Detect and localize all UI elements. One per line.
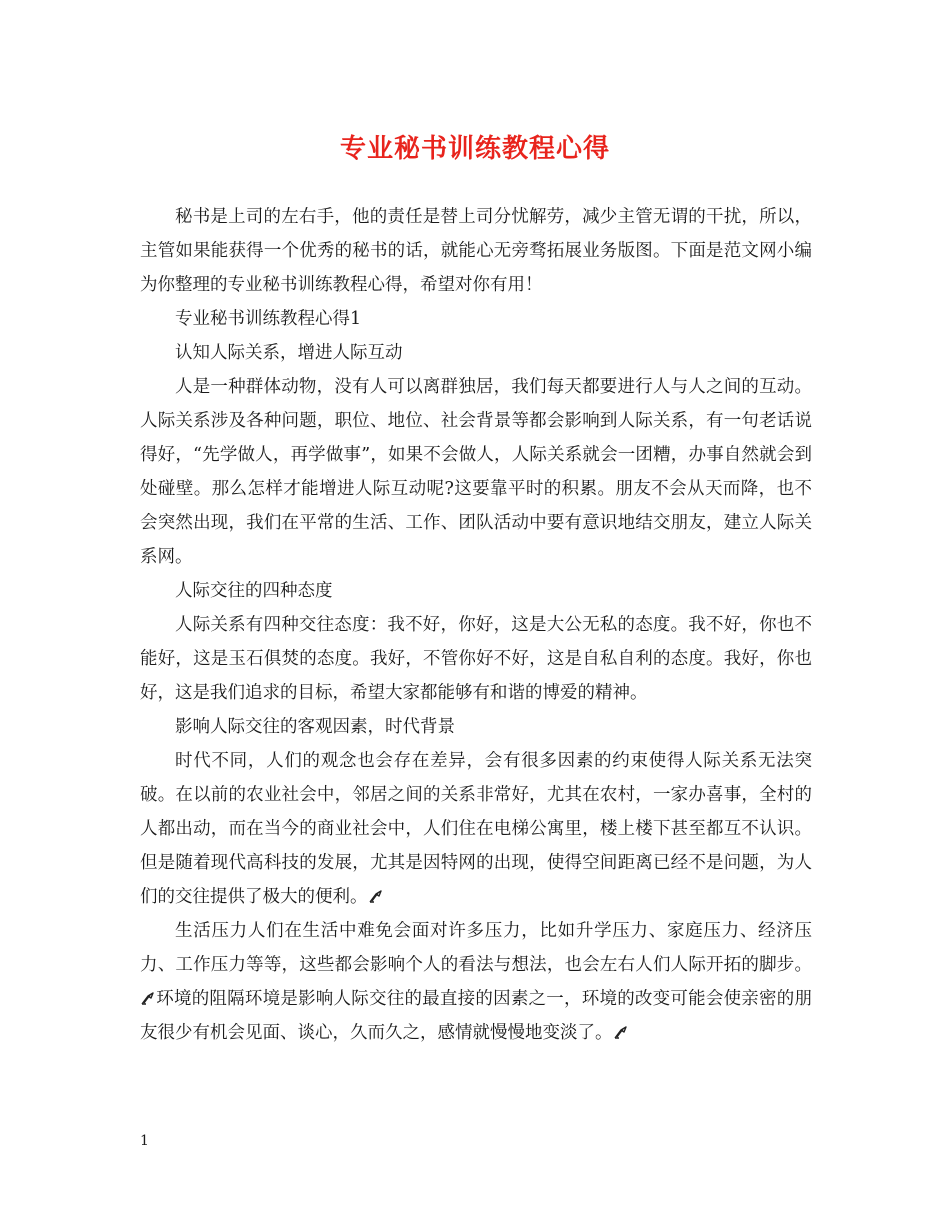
document-title: 专业秘书训练教程心得 bbox=[339, 134, 610, 164]
section-heading-1: 专业秘书训练教程心得1 bbox=[175, 309, 362, 329]
page-number: 1 bbox=[140, 1133, 149, 1149]
paragraph-break-icon bbox=[613, 1025, 629, 1039]
paragraph-intro: 秘书是上司的左右手，他的责任是替上司分忧解劳，减少主管无谓的干扰，所以，主管如果能获得一个优秀的秘书的话，就能心无旁骛拓展业务版图。下面是范文网小编为你整理的专业秘书训练教程心得，希望对你有用！ bbox=[140, 207, 812, 295]
paragraph-pressure-text: 生活压力人们在生活中难免会面对许多压力，比如升学压力、家庭压力、经济压力、工作压力等等，这些都会影响个人的看法与想法，也会左右人们人际开拓的脚步。 bbox=[140, 921, 812, 975]
paragraph-break-icon bbox=[140, 991, 156, 1005]
paragraph-era-background bbox=[140, 744, 812, 914]
subheading-objective-factors: 影响人际交往的客观因素，时代背景 bbox=[175, 717, 455, 737]
subheading-four-attitudes: 人际交往的四种态度 bbox=[175, 581, 333, 601]
paragraph-break-icon bbox=[368, 889, 384, 903]
paragraph-interpersonal: 人是一种群体动物，没有人可以离群独居，我们每天都要进行人与人之间的互动。人际关系涉及各种问题，职位、地位、社会背景等都会影响到人际关系，有一句老话说得好，“先学做人，再学做事”，如果不会做人，人际关系就会一团糟，办事自然就会到处碰壁。那么怎样才能增进人际互动呢?这要靠平时的积累。朋友不会从天而降，也不会突然出现，我们在平常的生活、工作、团队活动中要有意识地结交朋友，建立人际关系网。 bbox=[140, 377, 812, 567]
subheading-interpersonal: 认知人际关系，增进人际互动 bbox=[175, 343, 403, 363]
document-body bbox=[140, 200, 812, 1050]
paragraph-environment-text: 环境的阻隔环境是影响人际交往的最直接的因素之一，环境的改变可能会使亲密的朋友很少有机会见面、谈心，久而久之，感情就慢慢地变淡了。 bbox=[140, 989, 812, 1043]
paragraph-pressure bbox=[140, 914, 812, 1050]
paragraph-era-text: 时代不同，人们的观念也会存在差异，会有很多因素的约束使得人际关系无法突破。在以前的农业社会中，邻居之间的关系非常好，尤其在农村，一家办喜事，全村的人都出动，而在当今的商业社会中，人们住在电梯公寓里，楼上楼下甚至都互不认识。但是随着现代高科技的发展，尤其是因特网的出现，使得空间距离已经不是问题，为人们的交往提供了极大的便利。 bbox=[140, 751, 812, 907]
paragraph-four-attitudes: 人际关系有四种交往态度：我不好，你好，这是大公无私的态度。我不好，你也不能好，这是玉石俱焚的态度。我好，不管你好不好，这是自私自利的态度。我好，你也好，这是我们追求的目标，希望大家都能够有和谐的博爱的精神。 bbox=[140, 615, 812, 703]
